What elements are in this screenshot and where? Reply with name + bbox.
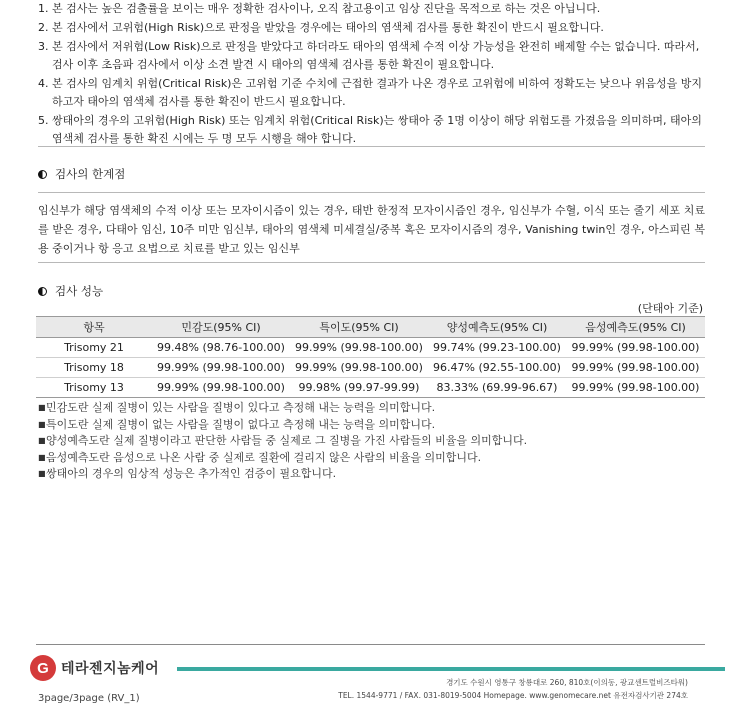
table-cell: Trisomy 21 (36, 338, 152, 358)
divider (38, 262, 705, 263)
bullet-icon: ■ (38, 452, 46, 462)
company-address-block (338, 676, 688, 702)
table-cell: 99.99% (99.98-100.00) (566, 358, 705, 378)
table-cell: 99.99% (99.98-100.00) (566, 338, 705, 358)
note-number: 2. (38, 21, 49, 34)
column-header: 음성예측도(95% CI) (566, 317, 705, 338)
note-item (38, 0, 708, 18)
column-header: 항목 (36, 317, 152, 338)
divider (38, 146, 705, 147)
definition-text: 양성예측도란 실제 질병이라고 판단한 사람들 중 실제로 그 질병을 가진 사람들의 비율을 의미합니다. (46, 434, 528, 448)
divider (38, 192, 705, 193)
table-cell: 99.74% (99.23-100.00) (428, 338, 566, 358)
definition-text: 민감도란 실제 질병이 있는 사람을 질병이 있다고 측정해 내는 능력을 의미합니다. (46, 401, 436, 414)
column-header: 특이도(95% CI) (290, 317, 428, 338)
accent-bar (177, 667, 725, 671)
bullet-icon: ■ (38, 436, 46, 446)
page-number: 3page/3page (RV_1) (38, 693, 140, 704)
bullet-icon: ■ (38, 403, 46, 412)
note-text: 쌍태아의 경우의 고위험(High Risk) 또는 임계치 위험(Critical Risk)는 쌍태아 중 1명 이상이 해당 위험도를 가졌음을 의미하며, 태아의 염색체 검사를 통한 확진 시에는 두 명 모두 시행을 해야 합니다. (52, 114, 702, 145)
definition-text: 쌍태아의 경우의 임상적 성능은 추가적인 검증이 필요합니다. (46, 467, 337, 481)
performance-heading (38, 283, 103, 299)
definition-text: 음성예측도란 음성으로 나온 사람 중 실제로 질환에 걸리지 않은 사람의 비율을 의미합니다. (46, 450, 482, 464)
limitations-heading (38, 166, 125, 182)
half-circle-icon (38, 287, 47, 296)
note-number: 1. (38, 2, 49, 15)
table-cell: 99.48% (98.76-100.00) (152, 338, 290, 358)
company-logo (30, 655, 159, 681)
note-number: 4. (38, 77, 49, 90)
note-item (38, 19, 708, 37)
company-address: 경기도 수원시 영통구 창룡대로 260, 810호(이의동, 광교센트럴비즈타워) (446, 678, 688, 687)
definition-text: 특이도란 실제 질병이 없는 사람을 질병이 없다고 측정해 내는 능력을 의미합니다. (46, 417, 436, 431)
bullet-icon: ■ (38, 469, 46, 479)
performance-table (36, 316, 705, 398)
note-item (38, 75, 708, 111)
table-cell: 99.99% (99.98-100.00) (290, 338, 428, 358)
list-item (38, 450, 527, 467)
note-text: 본 검사에서 고위험(High Risk)으로 판정을 받았을 경우에는 태아의 염색체 검사를 통한 확진이 반드시 필요합니다. (52, 21, 604, 34)
column-header: 민감도(95% CI) (152, 317, 290, 338)
note-text: 본 검사는 높은 검출률을 보이는 매우 정확한 검사이나, 오직 참고용이고 임상 진단을 목적으로 하는 것은 아닙니다. (52, 2, 601, 15)
bullet-icon: ■ (38, 419, 46, 429)
table-cell: 99.98% (99.97-99.99) (290, 378, 428, 398)
note-text: 본 검사의 임계치 위험(Critical Risk)은 고위험 기준 수치에 근접한 결과가 나온 경우로 고위험에 비하여 정확도는 낮으나 위음성을 방지하고자 태아의 염색체 검사를 통한 확진이 반드시 필요합니다. (52, 77, 702, 108)
column-header: 양성예측도(95% CI) (428, 317, 566, 338)
table-header-row (36, 317, 705, 338)
list-item (38, 433, 527, 450)
table-row (36, 338, 705, 358)
note-item (38, 38, 708, 74)
table-cell: 99.99% (99.98-100.00) (152, 378, 290, 398)
table-cell: 96.47% (92.55-100.00) (428, 358, 566, 378)
unit-note: (단태아 기준) (637, 302, 703, 315)
company-contact: TEL. 1544-9771 / FAX. 031-8019-5004 Homepage. www.genomecare.net 유전자검사기관 274호 (338, 691, 688, 700)
table-cell: 99.99% (99.98-100.00) (152, 358, 290, 378)
note-number: 3. (38, 40, 49, 53)
list-item (38, 417, 527, 434)
table-cell: Trisomy 18 (36, 358, 152, 378)
half-circle-icon (38, 170, 47, 179)
note-number: 5. (38, 114, 49, 127)
footer-divider (36, 644, 705, 645)
logo-mark-icon: G (30, 655, 56, 681)
table-cell: 83.33% (69.99-96.67) (428, 378, 566, 398)
table-row (36, 378, 705, 398)
list-item (38, 466, 527, 483)
notes-list (38, 0, 708, 149)
table-cell: 99.99% (99.98-100.00) (566, 378, 705, 398)
definitions-list (38, 400, 527, 483)
limitations-title: 검사의 한계점 (55, 167, 126, 181)
note-item (38, 112, 708, 148)
limitations-text: 임신부가 해당 염색체의 수적 이상 또는 모자이시즘이 있는 경우, 태반 한정적 모자이시즘인 경우, 임신부가 수혈, 이식 또는 줄기 세포 치료를 받은 경우, 다태아 임신, 10주 미만 임신부, 태아의 염색체 미세결실/중복 혹은 모자이시즘의 경우, Vanishing twin인 경우, 아스피린 복용 중이거나 항 응고 요법으로 치료를 받고 있는 임신부 (38, 204, 705, 255)
company-name: 테라젠지놈케어 (61, 661, 160, 677)
table-cell: Trisomy 13 (36, 378, 152, 398)
table-cell: 99.99% (99.98-100.00) (290, 358, 428, 378)
note-text: 본 검사에서 저위험(Low Risk)으로 판정을 받았다고 하더라도 태아의 염색체 수적 이상 가능성을 완전히 배제할 수는 없습니다. 따라서, 검사 이후 초음파 검사에서 이상 소견 발견 시 태아의 염색체 검사를 통한 확진이 필요합니다. (52, 40, 700, 71)
table-row (36, 358, 705, 378)
list-item (38, 400, 527, 417)
performance-title: 검사 성능 (55, 284, 104, 298)
